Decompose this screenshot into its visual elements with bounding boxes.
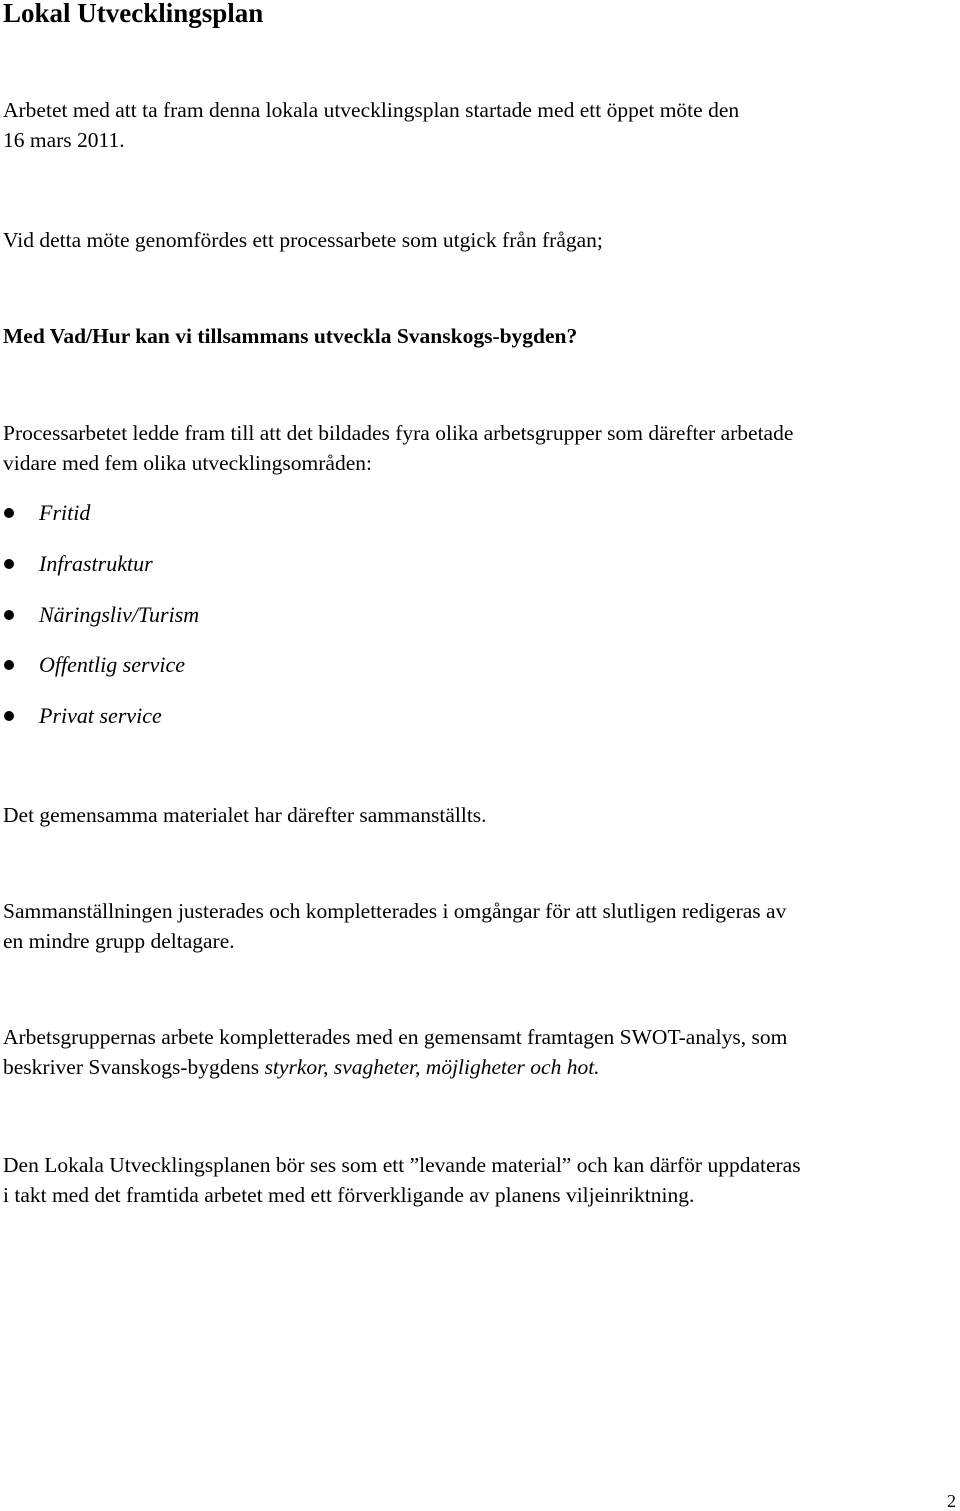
intro-line-1: Arbetet med att ta fram denna lokala utvecklingsplan startade med ett öppet möte den	[3, 98, 740, 122]
revision-line-1: Sammanställningen justerades och kompletterades i omgångar för att slutligen redigeras av	[3, 899, 787, 923]
swot-keywords: styrkor, svagheter, möjligheter och hot.	[264, 1055, 600, 1079]
bullet-icon	[4, 559, 14, 569]
page-title: Lokal Utvecklingsplan	[3, 0, 264, 28]
workgroups-paragraph	[3, 418, 793, 478]
area-label: Fritid	[39, 500, 91, 525]
intro-paragraph	[3, 95, 739, 155]
area-label: Näringsliv/Turism	[39, 601, 200, 627]
compiled-paragraph: Det gemensamma materialet har därefter sammanställts.	[3, 803, 487, 827]
living-document-paragraph	[3, 1150, 801, 1210]
bullet-icon	[4, 508, 14, 518]
guiding-question: Med Vad/Hur kan vi tillsammans utveckla Svanskogs-bygden?	[3, 324, 578, 348]
living-line-2: i takt med det framtida arbetet med ett förverkligande av planens viljeinriktning.	[3, 1183, 695, 1207]
bullet-icon	[4, 711, 14, 721]
area-label: Infrastruktur	[39, 550, 153, 576]
swot-paragraph	[3, 1022, 787, 1082]
revision-paragraph	[3, 896, 786, 956]
swot-line-2	[3, 1052, 787, 1082]
workgroups-line-1: Processarbetet ledde fram till att det bildades fyra olika arbetsgrupper som därefter arbetade	[3, 421, 794, 445]
workgroups-line-2: vidare med fem olika utvecklingsområden:	[3, 451, 372, 475]
swot-line-1: Arbetsgruppernas arbete kompletterades med en gemensamt framtagen SWOT-analys, som	[3, 1025, 788, 1049]
page-number: 2	[947, 1491, 956, 1511]
area-label: Offentlig service	[39, 652, 186, 678]
bullet-icon	[4, 610, 14, 620]
revision-line-2: en mindre grupp deltagare.	[3, 929, 235, 953]
swot-line-2-text: beskriver Svanskogs-bygdens	[3, 1055, 265, 1079]
intro-line-2: 16 mars 2011.	[3, 128, 125, 152]
process-paragraph: Vid detta möte genomfördes ett processarbete som utgick från frågan;	[3, 228, 603, 252]
bullet-icon	[4, 660, 14, 670]
area-label: Privat service	[39, 703, 162, 729]
living-line-1: Den Lokala Utvecklingsplanen bör ses som ett ”levande material” och kan därför uppdateras	[3, 1153, 801, 1177]
